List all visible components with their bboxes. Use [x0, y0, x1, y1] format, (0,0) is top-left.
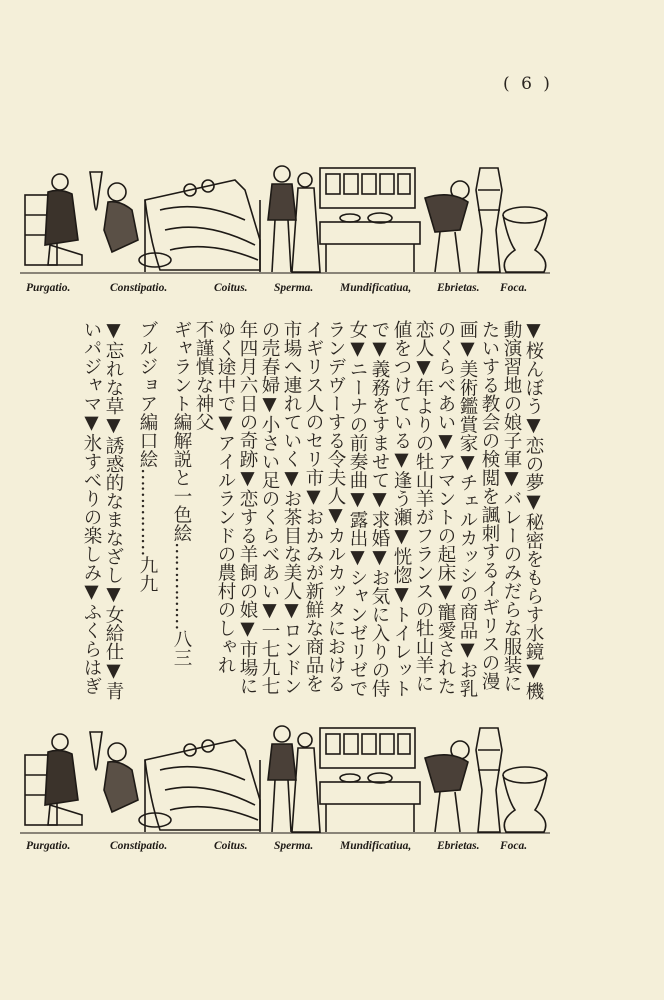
caption-mundificatiua: Mundificatiua, — [340, 282, 412, 294]
caption-sperma: Sperma. — [274, 282, 314, 294]
caption-mundificatiua: Mundificatiua, — [340, 840, 412, 852]
section-heading-bourgeois — [136, 320, 158, 720]
section-heading-gallant — [170, 320, 192, 720]
caption-coitus: Coitus. — [214, 840, 248, 852]
contents-line: ▼桜んぼう▼恋の夢▼秘密をもらす水鏡▼機 — [523, 320, 544, 700]
leader-dots: …………… — [171, 542, 192, 630]
caption-ebrietas: Ebrietas. — [437, 840, 480, 852]
contents-line: 不謹慎な神父 — [193, 320, 214, 431]
page-number: ( 6 ) — [503, 74, 553, 94]
page-ref: 九九 — [137, 555, 158, 593]
contents-line: ランデヴーする令夫人▼カルカッタにおける — [325, 320, 346, 693]
caption-sperma: Sperma. — [274, 840, 314, 852]
contents-line: 市場へ連れていく▼お茶目な美人▼ロンドン — [281, 320, 302, 695]
caption-coitus: Coitus. — [214, 282, 248, 294]
contents-line: ゆく途中で▼アイルランドの農村のしゃれ — [215, 320, 236, 674]
contents-line: たいする教会の検閲を諷刺するイギリスの漫 — [479, 320, 500, 690]
caption-constipatio: Constipatio. — [110, 840, 168, 852]
woodcut-captions-bottom — [22, 840, 542, 860]
contents-line: のくらべあい▼アマントの起床▼寵愛された — [435, 320, 456, 695]
contents-line: 恋人▼年よりの牡山羊がフランスの牡山羊に — [413, 320, 434, 693]
contents-line: いパジャマ▼氷すべりの楽しみ▼ふくらはぎ — [81, 320, 102, 695]
contents-line: 値をつけている▼逢う瀬▼恍惚▼トイレット — [391, 320, 412, 698]
contents-line: 女▼ニーナの前奏曲▼露出▼シャンゼリゼで — [347, 320, 368, 698]
leader-dots: …………… — [137, 468, 158, 556]
contents-text — [81, 320, 544, 720]
caption-purgatio: Purgatio. — [26, 840, 71, 852]
caption-foca: Foca. — [500, 282, 528, 294]
contents-line: イギリス人のセリ市▼おかみが新鮮な商品を — [303, 320, 324, 693]
contents-line: 画▼美術鑑賞家▼チェルカッシの商品▼お乳 — [457, 320, 478, 698]
contents-line: で▼義務をすませて▼求婚▼お気に入りの侍 — [369, 320, 390, 698]
caption-foca: Foca. — [500, 840, 528, 852]
caption-ebrietas: Ebrietas. — [437, 282, 480, 294]
woodcut-captions-top — [22, 282, 542, 302]
contents-line: 動演習地の娘子軍▼バレーのみだらな服装に — [501, 320, 522, 693]
contents-line: ▼忘れな草▼誘惑的なまなざし▼女給仕▼青 — [103, 320, 124, 700]
contents-line: 年四月六日の奇跡▼恋する羊飼の娘▼市場に — [237, 320, 258, 695]
caption-constipatio: Constipatio. — [110, 282, 168, 294]
section-title: ブルジョア編口絵 — [137, 320, 158, 468]
caption-purgatio: Purgatio. — [26, 282, 71, 294]
contents-line: の売春婦▼小さい足のくらべあい▼一七九七 — [259, 320, 280, 695]
section-title: ギャラント編解説と一色絵 — [171, 320, 192, 542]
page-ref: 八三 — [171, 629, 192, 667]
